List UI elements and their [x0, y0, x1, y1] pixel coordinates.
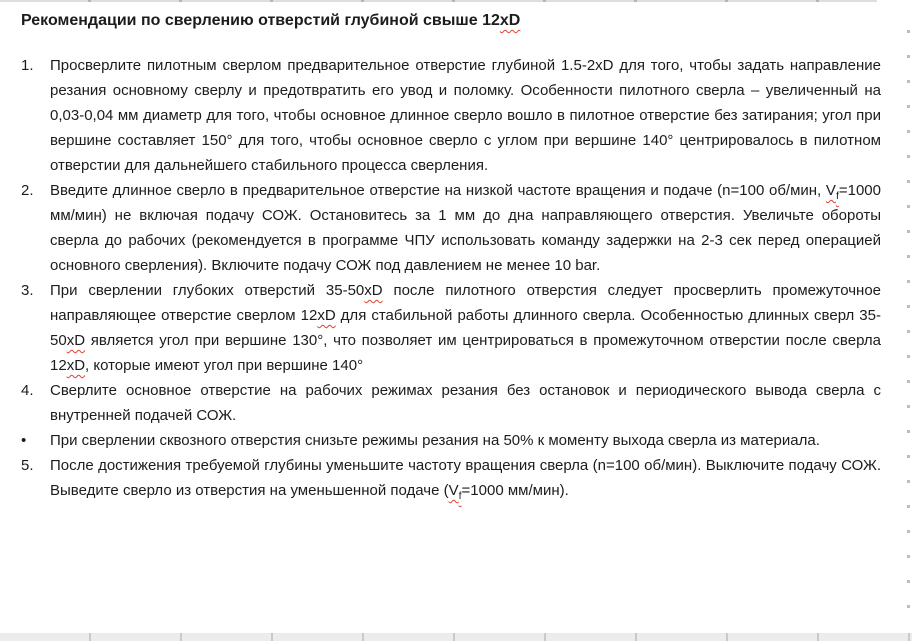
list-item-5-text: После достижения требуемой глубины уменьшите частоту вращения сверла (n=100 об/мин). Выключите подачу СОЖ. Выведите сверло из отверстия на уменьшенной подаче ($V_f=1000$ мм/мин).	[50, 457, 881, 502]
list-item-4-text: Сверлите основное отверстие на рабочих режимах резания без остановок и периодического вывода сверла с внутренней подачей СОЖ.	[50, 382, 881, 424]
list-item-bullet-text: При сверлении сквозного отверстия снизьте режимы резания на 50% к моменту выхода сверла из материала.	[50, 432, 820, 449]
list-item-2	[0, 178, 912, 278]
list-item-bullet	[0, 428, 912, 453]
list-item-5	[0, 453, 912, 503]
list-item-2-marker: 2.	[21, 182, 34, 199]
numbered-list	[0, 53, 912, 503]
list-item-2-text: Введите длинное сверло в предварительное отверстие на низкой частоте вращения и подаче (n=100 об/мин, $V_f=1000$ мм/мин) не включая подачу СОЖ. Остановитесь за 1 мм до дна направляющего отверстия. Увеличьте обороты сверла до рабочих (рекомендуется в программе ЧПУ использовать команду задержки на 2-3 сек перед операцией основного сверления). Включите подачу СОЖ под давлением не менее 10 bar.	[50, 182, 881, 274]
list-item-4	[0, 378, 912, 428]
list-item-3-text: При сверлении глубоких отверстий 35-50xD после пилотного отверстия следует просверлить промежуточное направляющее отверстие сверлом 12xD для стабильной работы длинного сверла. Особенностью длинных сверл 35-50xD является угол при вершине 130°, что позволяет им центрироваться в промежуточном отверстии после сверла 12xD, которые имеют угол при вершине 140°	[50, 282, 882, 374]
list-item-bullet-marker: •	[21, 432, 27, 449]
page-title: Рекомендации по сверлению отверстий глубиной свыше 12xD	[21, 12, 521, 29]
list-item-3	[0, 278, 912, 378]
top-gridline	[0, 0, 877, 2]
list-item-5-marker: 5.	[21, 457, 34, 474]
list-item-3-marker: 3.	[21, 282, 34, 299]
list-item-4-marker: 4.	[21, 382, 34, 399]
list-item-1-marker: 1.	[21, 57, 34, 74]
bottom-gridline	[0, 633, 912, 641]
list-item-1-text: Просверлите пилотным сверлом предварительное отверстие глубиной 1.5-2xD для того, чтобы задать направление резания основному сверлу и предотвратить его увод и поломку. Особенности пилотного сверла – увеличенный на 0,03-0,04 мм диаметр для того, чтобы основное длинное сверло вошло в пилотное отверстие без затирания; угол при вершине составляет 150° для того, чтобы основное сверло с углом при вершине 140° центрировалось в пилотном отверстии для дальнейшего стабильного процесса сверления.	[50, 57, 881, 174]
right-gridline-ticks	[907, 8, 910, 626]
list-item-1	[0, 53, 912, 178]
